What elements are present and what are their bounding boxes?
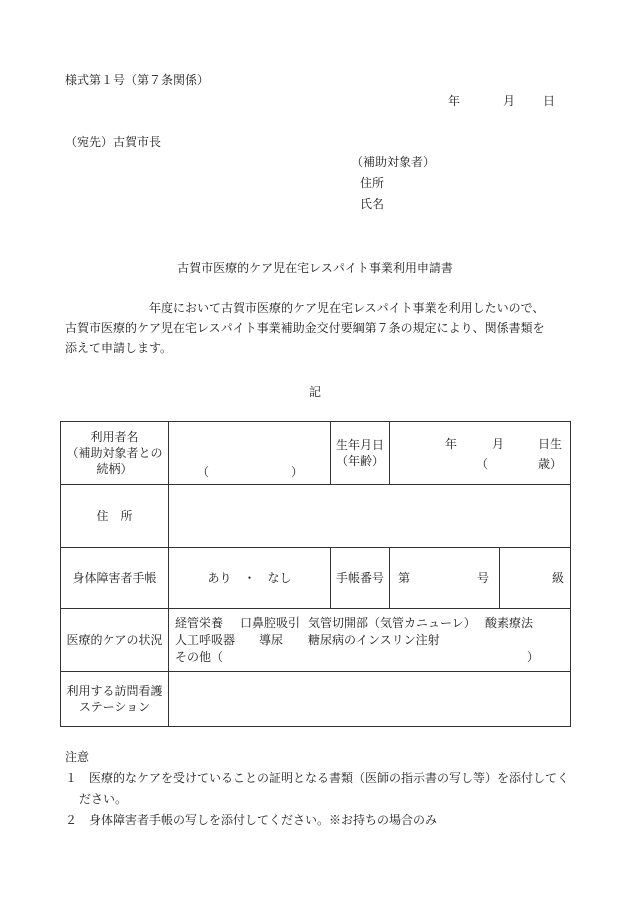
care-options-row-1 xyxy=(169,615,570,632)
number-prefix: 第 xyxy=(398,571,411,585)
age-paren-close: 歳） xyxy=(538,457,563,471)
ki-mark: 記 xyxy=(308,385,321,399)
age-paren-open: （ xyxy=(476,457,489,471)
care-oxygen[interactable]: 酸素療法 xyxy=(485,615,534,630)
disability-label-cell xyxy=(61,548,169,609)
relationship-paren-open: （ xyxy=(197,465,210,479)
station-label-cell xyxy=(61,672,169,727)
user-name-field[interactable] xyxy=(169,422,331,485)
applicant-name-label: 氏名 xyxy=(360,197,385,211)
address-label-cell xyxy=(61,485,169,548)
date-day-label: 日 xyxy=(543,94,556,108)
form-number: 様式第１号（第７条関係） xyxy=(65,73,210,87)
care-insulin[interactable]: 糖尿病のインスリン注射 xyxy=(308,632,440,647)
care-ventilator[interactable]: 人工呼吸器 xyxy=(175,632,236,647)
notes-heading: 注意 xyxy=(65,750,90,764)
note-1: １ 医療的なケアを受けていることの証明となる書類（医師の指示書の写し等）を添付してください。 xyxy=(65,771,570,806)
care-options[interactable] xyxy=(169,609,571,672)
station-field[interactable] xyxy=(169,672,571,727)
dob-day-label: 日生 xyxy=(538,437,563,451)
grade-suffix: 級 xyxy=(551,571,564,585)
address-label: 住 所 xyxy=(96,509,133,523)
statement-line-1: 年度において古賀市医療的ケア児在宅レスパイト事業を利用したいので、 xyxy=(149,301,545,315)
application-date xyxy=(448,93,555,109)
care-options-row-2 xyxy=(169,632,570,649)
statement-line-3: 添えて申請します。 xyxy=(65,341,173,355)
notes xyxy=(65,747,570,831)
document-title: 古賀市医療的ケア児在宅レスパイト事業利用申請書 xyxy=(177,261,453,275)
address-row xyxy=(61,485,571,548)
has-book-options[interactable]: あり ・ なし xyxy=(207,571,292,585)
book-number-label-cell xyxy=(331,548,390,609)
care-other-close: ） xyxy=(527,649,540,664)
date-month-label: 月 xyxy=(503,94,516,108)
dob-year-label: 年 xyxy=(445,437,458,451)
care-tracheostomy[interactable]: 気管切開部（気管カニューレ） xyxy=(308,615,476,630)
care-other: その他（ xyxy=(175,649,224,664)
care-label-cell xyxy=(61,609,169,672)
applicant-address-label: 住所 xyxy=(360,176,385,190)
recipient-heading: （補助対象者） xyxy=(351,155,436,169)
user-name-label: 利用者名 xyxy=(90,430,139,444)
care-catheter[interactable]: 導尿 xyxy=(259,632,284,647)
age-label: （年齢） xyxy=(335,454,384,468)
dob-label-cell xyxy=(331,422,390,485)
dob-month-label: 月 xyxy=(492,437,505,451)
care-status-label: 医療的ケアの状況 xyxy=(66,633,163,647)
grade-field[interactable] xyxy=(500,548,571,609)
application-statement xyxy=(65,298,565,358)
date-year-label: 年 xyxy=(448,94,461,108)
address-field[interactable] xyxy=(169,485,571,548)
relationship-label: （補助対象者との xyxy=(66,446,163,460)
care-row xyxy=(61,609,571,672)
relationship-paren-close: ） xyxy=(291,465,304,479)
book-number-label: 手帳番号 xyxy=(335,571,384,585)
relationship-label-end: 続柄） xyxy=(96,462,133,476)
station-row xyxy=(61,672,571,727)
station-label: 利用する訪問看護 xyxy=(66,684,163,698)
dob-field[interactable] xyxy=(390,422,571,485)
application-table xyxy=(60,421,571,727)
disability-row xyxy=(61,548,571,609)
addressee: （宛先）古賀市長 xyxy=(65,135,162,149)
care-other-row[interactable] xyxy=(169,649,570,666)
dob-label: 生年月日 xyxy=(335,438,384,452)
note-2: ２ 身体障害者手帳の写しを添付してください。※お持ちの場合のみ xyxy=(65,813,438,827)
user-row xyxy=(61,422,571,485)
disability-book-label: 身体障害者手帳 xyxy=(72,571,157,585)
statement-line-2: 古賀市医療的ケア児在宅レスパイト事業補助金交付要綱第７条の規定により、関係書類を xyxy=(65,321,545,335)
user-name-label-cell xyxy=(61,422,169,485)
care-tube-feeding[interactable]: 経管栄養 xyxy=(175,615,224,630)
number-suffix: 号 xyxy=(476,571,489,585)
disability-choice[interactable] xyxy=(169,548,331,609)
book-number-field[interactable] xyxy=(390,548,500,609)
care-suction[interactable]: 口鼻腔吸引 xyxy=(240,615,301,630)
station-label-end: ステーション xyxy=(78,700,151,714)
